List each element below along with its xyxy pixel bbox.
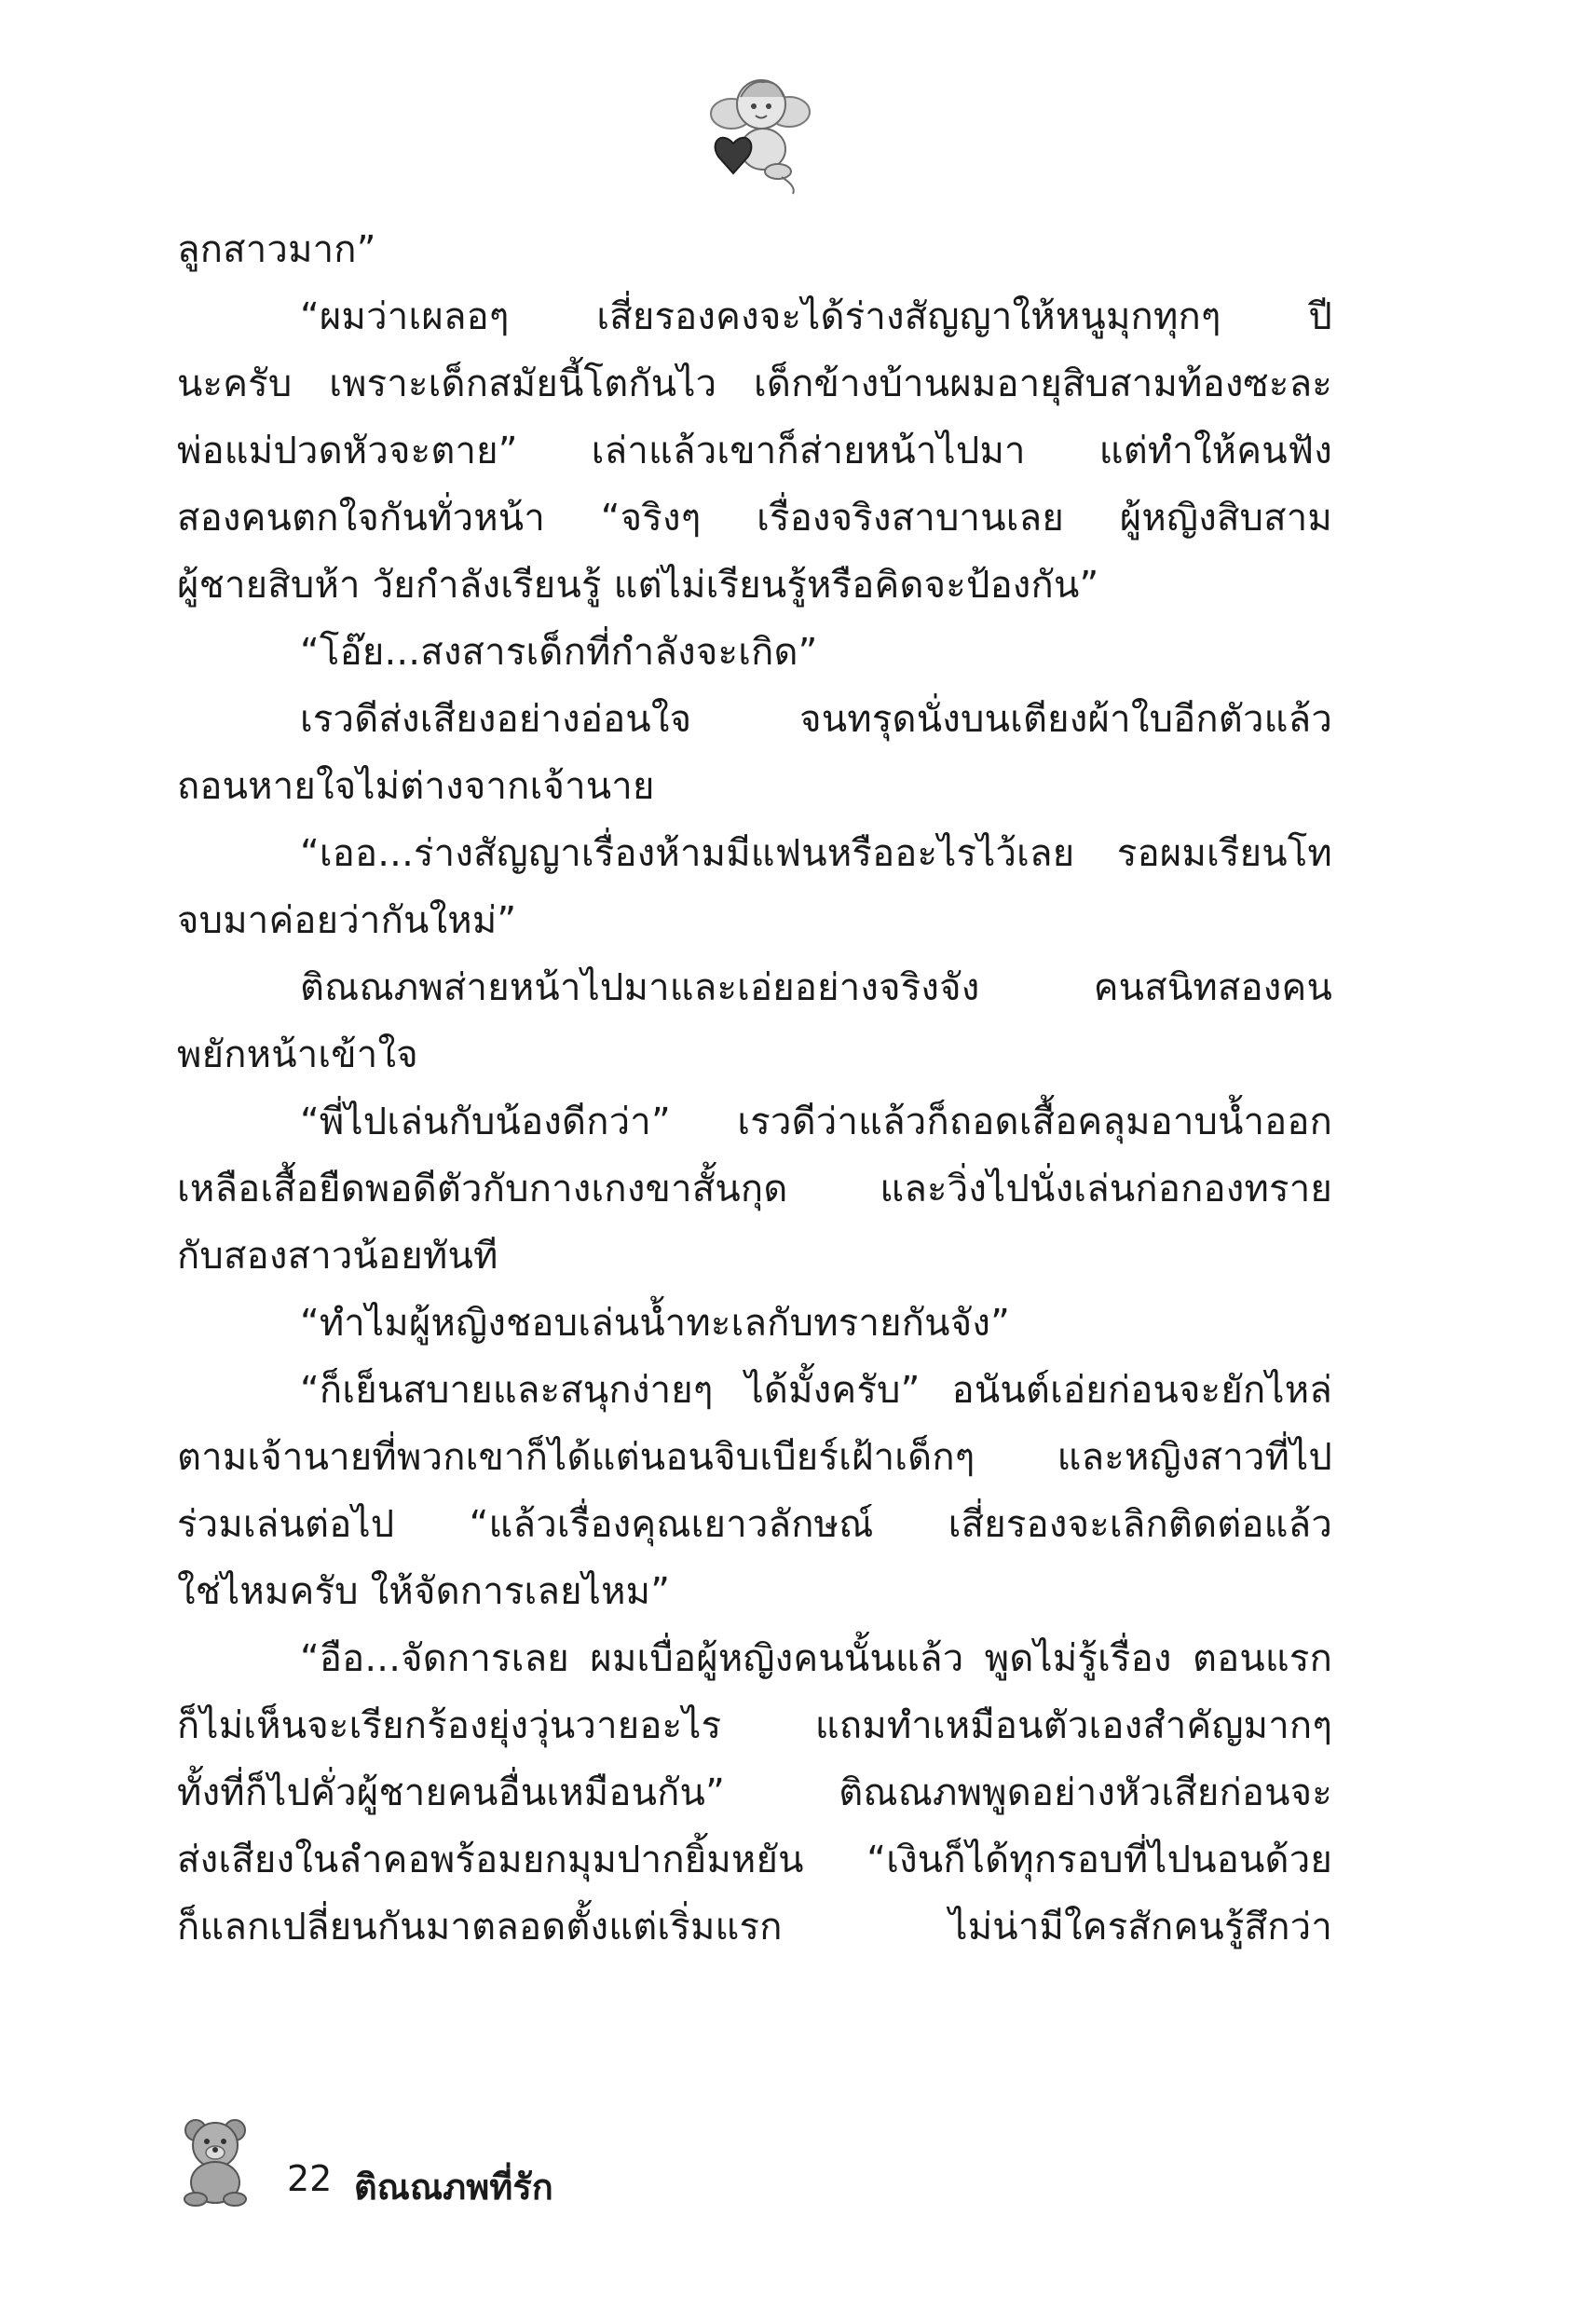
text-line: ติณณภพส่ายหน้าไปมาและเอ่ยอย่างจริงจัง คนสนิทสองคน (300, 966, 1332, 1009)
text-line: ผู้ชายสิบห้า วัยกำลังเรียนรู้ แต่ไม่เรียนรู้หรือคิดจะป้องกัน” (177, 564, 1099, 607)
text-line: กับสองสาวน้อยทันที (177, 1235, 498, 1278)
page-footer (177, 2113, 829, 2216)
text-line: “พี่ไปเล่นกับน้องดีกว่า” เรวดีว่าแล้วก็ถอดเสื้อคลุมอาบน้ำออก (300, 1101, 1332, 1143)
paragraph-block (177, 216, 1332, 1961)
text-line: เหลือเสื้อยืดพอดีตัวกับกางเกงขาสั้นกุด และวิ่งไปนั่งเล่นก่อกองทราย (177, 1168, 1332, 1210)
cupid-heart-ornament-icon (703, 67, 815, 198)
text-line: ลูกสาวมาก” (177, 228, 376, 271)
book-title: ติณณภพที่รัก (354, 2167, 553, 2208)
text-line: “อือ...จัดการเลย ผมเบื่อผู้หญิงคนนั้นแล้ว พูดไม่รู้เรื่อง ตอนแรก (300, 1637, 1332, 1680)
text-line: “ผมว่าเผลอๆ เสี่ยรองคงจะได้ร่างสัญญาให้หนูมุกทุกๆ ปี (300, 295, 1332, 338)
text-line: “โอ๊ย...สงสารเด็กที่กำลังจะเกิด” (300, 631, 818, 674)
text-line: ถอนหายใจไม่ต่างจากเจ้านาย (177, 765, 655, 808)
text-line: “ทำไมผู้หญิงชอบเล่นน้ำทะเลกับทรายกันจัง” (300, 1302, 1010, 1345)
text-line: จบมาค่อยว่ากันใหม่” (177, 899, 517, 942)
text-line: ทั้งที่ก็ไปคั่วผู้ชายคนอื่นเหมือนกัน” ติณณภพพูดอย่างหัวเสียก่อนจะ (177, 1771, 1332, 1814)
text-line: ก็ไม่เห็นจะเรียกร้องยุ่งวุ่นวายอะไร แถมทำเหมือนตัวเองสำคัญมากๆ (177, 1704, 1332, 1747)
text-line: ส่งเสียงในลำคอพร้อมยกมุมปากยิ้มหยัน “เงินก็ได้ทุกรอบที่ไปนอนด้วย (177, 1839, 1332, 1881)
text-line: “เออ...ร่างสัญญาเรื่องห้ามมีแฟนหรืออะไรไว้เลย รอผมเรียนโท (300, 832, 1332, 875)
text-line: ใช่ไหมครับ ให้จัดการเลยไหม” (177, 1570, 671, 1613)
page-number: 22 (287, 2158, 333, 2199)
text-line: ก็แลกเปลี่ยนกันมาตลอดตั้งแต่เริ่มแรก ไม่น่ามีใครสักคนรู้สึกว่า (177, 1906, 1332, 1949)
text-line: เรวดีส่งเสียงอย่างอ่อนใจ จนทรุดนั่งบนเตียงผ้าใบอีกตัวแล้ว (300, 698, 1332, 741)
text-line: ตามเจ้านายที่พวกเขาก็ได้แต่นอนจิบเบียร์เฝ้าเด็กๆ และหญิงสาวที่ไป (177, 1436, 1332, 1479)
text-line: “ก็เย็นสบายและสนุกง่ายๆ ได้มั้งครับ” อนันต์เอ่ยก่อนจะยักไหล่ (300, 1369, 1332, 1412)
text-line: นะครับ เพราะเด็กสมัยนี้โตกันไว เด็กข้างบ้านผมอายุสิบสามท้องซะละ (177, 362, 1332, 405)
text-line: พยักหน้าเข้าใจ (177, 1033, 418, 1076)
teddy-bear-icon (177, 2113, 257, 2207)
body-text (177, 216, 1332, 1961)
text-line: ร่วมเล่นต่อไป “แล้วเรื่องคุณเยาวลักษณ์ เสี่ยรองจะเลิกติดต่อแล้ว (177, 1503, 1332, 1546)
text-line: สองคนตกใจกันทั่วหน้า “จริงๆ เรื่องจริงสาบานเลย ผู้หญิงสิบสาม (177, 497, 1332, 540)
text-line: พ่อแม่ปวดหัวจะตาย” เล่าแล้วเขาก็ส่ายหน้าไปมา แต่ทำให้คนฟัง (177, 430, 1332, 472)
